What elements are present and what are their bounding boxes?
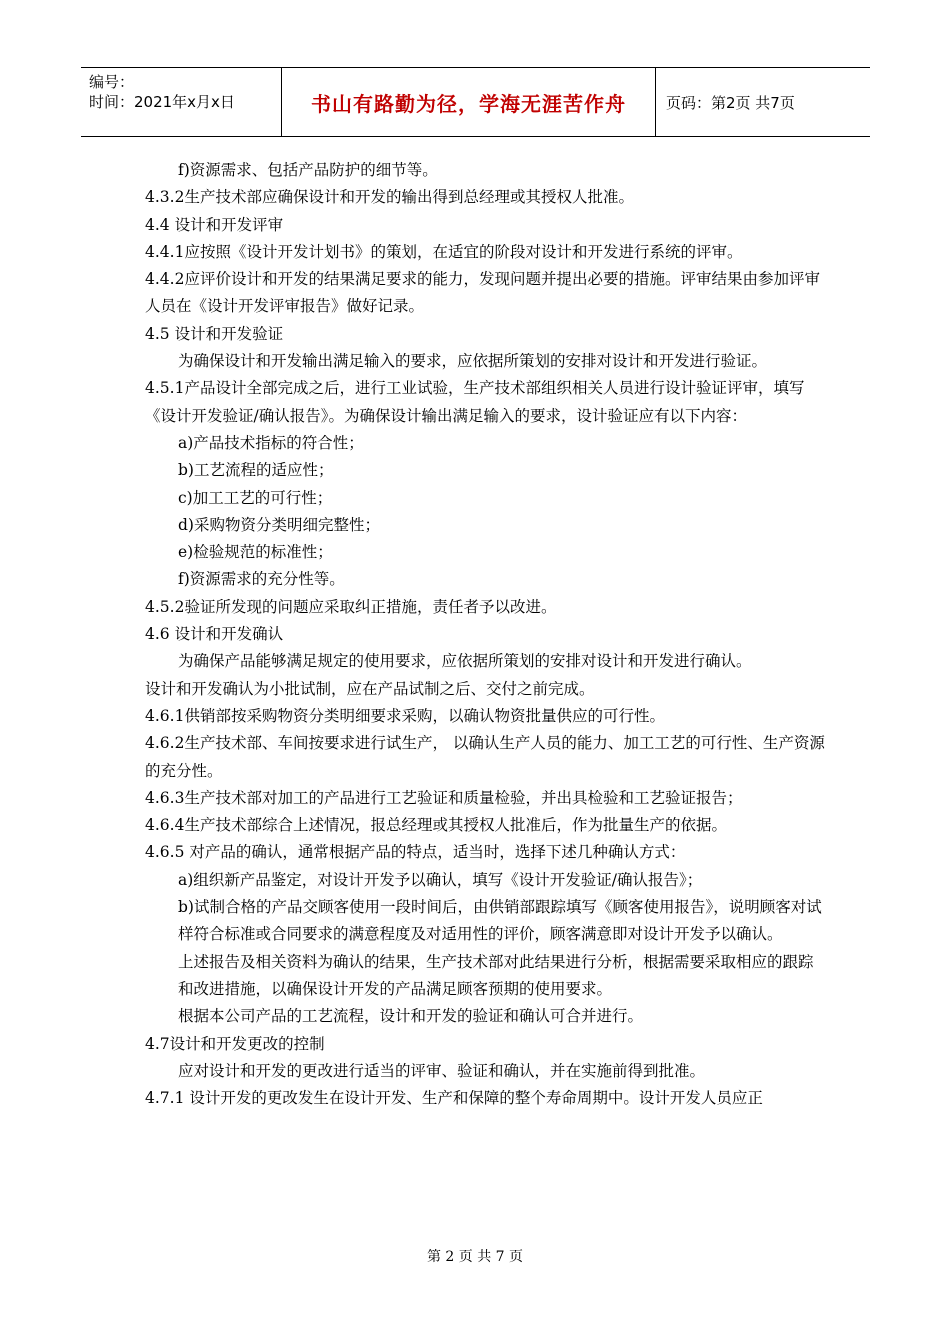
document-number-label: 编号：	[89, 73, 135, 91]
list-item: e)检验规范的标准性；	[178, 543, 333, 562]
section-heading: 4.5 设计和开发验证	[145, 324, 284, 343]
list-item: c)加工工艺的可行性；	[178, 488, 333, 507]
paragraph: 4.3.2生产技术部应确保设计和开发的输出得到总经理或其授权人批准。	[145, 188, 634, 207]
paragraph: f)资源需求、包括产品防护的细节等。	[178, 161, 438, 179]
page-footer	[0, 1246, 950, 1266]
paragraph: 为确保设计和开发输出满足输入的要求，应依据所策划的安排对设计和开发进行验证。	[178, 352, 768, 371]
paragraph: 设计和开发确认为小批试制，应在产品试制之后、交付之前完成。	[145, 679, 595, 698]
section-heading: 4.6 设计和开发确认	[145, 625, 284, 644]
paragraph: 4.6.2生产技术部、车间按要求进行试生产， 以确认生产人员的能力、加工工艺的可行性、生产资源的充分性。	[145, 734, 825, 780]
list-item: a)组织新产品鉴定，对设计开发予以确认，填写《设计开发验证/确认报告》；	[178, 870, 703, 889]
paragraph: 应对设计和开发的更改进行适当的评审、验证和确认，并在实施前得到批准。	[178, 1061, 706, 1080]
paragraph: 4.4.1应按照《设计开发计划书》的策划，在适宜的阶段对设计和开发进行系统的评审。	[145, 242, 743, 261]
header-page-info-cell	[656, 68, 870, 136]
list-item: b)试制合格的产品交顾客使用一段时间后，由供销部跟踪填写《顾客使用报告》，说明顾客对试样符合标准或合同要求的满意程度及对适用性的评价，顾客满意即对设计开发予以确认。	[178, 898, 822, 944]
document-body	[145, 157, 825, 1112]
header-meta	[81, 68, 281, 136]
paragraph: 4.5.1产品设计全部完成之后，进行工业试验，生产技术部组织相关人员进行设计验证评审，填写《设计开发验证/确认报告》。为确保设计输出满足输入的要求，设计验证应有以下内容：	[145, 379, 805, 425]
paragraph: 4.7.1 设计开发的更改发生在设计开发、生产和保障的整个寿命周期中。设计开发人员应正	[145, 1089, 763, 1108]
footer-page-number: 第 2 页 共 7 页	[426, 1249, 524, 1265]
paragraph: 4.6.4生产技术部综合上述情况，报总经理或其授权人批准后，作为批量生产的依据。	[145, 816, 727, 835]
paragraph: 根据本公司产品的工艺流程，设计和开发的验证和确认可合并进行。	[178, 1007, 644, 1026]
page-header	[81, 67, 870, 137]
list-item: a)产品技术指标的符合性；	[178, 433, 364, 452]
header-page-info: 页码：第2页 共7页	[666, 93, 795, 112]
document-time-label: 时间：2021年x月x日	[89, 93, 235, 111]
section-heading: 4.4 设计和开发评审	[145, 215, 284, 234]
section-heading: 4.7设计和开发更改的控制	[145, 1034, 325, 1053]
header-motto: 书山有路勤为径，学海无涯苦作舟	[311, 91, 626, 116]
header-motto-cell	[281, 68, 656, 136]
paragraph: 4.6.1供销部按采购物资分类明细要求采购，以确认物资批量供应的可行性。	[145, 706, 665, 725]
paragraph: 4.4.2应评价设计和开发的结果满足要求的能力，发现问题并提出必要的措施。评审结果由参加评审人员在《设计开发评审报告》做好记录。	[145, 270, 820, 316]
list-item: b)工艺流程的适应性；	[178, 461, 334, 480]
paragraph: 为确保产品能够满足规定的使用要求，应依据所策划的安排对设计和开发进行确认。	[178, 652, 752, 671]
paragraph: 4.6.5 对产品的确认，通常根据产品的特点，适当时，选择下述几种确认方式：	[145, 843, 686, 862]
list-item: d)采购物资分类明细完整性；	[178, 515, 380, 534]
paragraph: 上述报告及相关资料为确认的结果，生产技术部对此结果进行分析，根据需要采取相应的跟踪和改进措施，以确保设计开发的产品满足顾客预期的使用要求。	[178, 952, 814, 998]
paragraph: 4.6.3生产技术部对加工的产品进行工艺验证和质量检验，并出具检验和工艺验证报告；	[145, 788, 743, 807]
list-item: f)资源需求的充分性等。	[178, 570, 345, 589]
paragraph: 4.5.2验证所发现的问题应采取纠正措施，责任者予以改进。	[145, 597, 557, 616]
